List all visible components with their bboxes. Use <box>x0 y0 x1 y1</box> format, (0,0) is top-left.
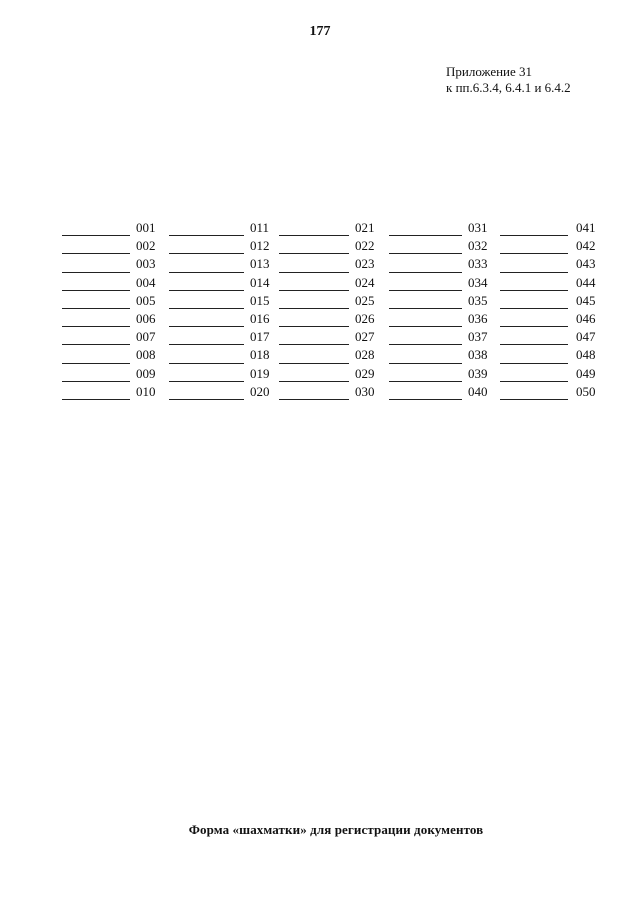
grid-cell <box>0 346 640 364</box>
cell-number: 014 <box>250 274 270 290</box>
fill-in-line[interactable] <box>500 344 568 345</box>
cell-number: 047 <box>576 329 596 345</box>
cell-number: 024 <box>355 274 375 290</box>
cell-number: 026 <box>355 311 375 326</box>
cell-number: 033 <box>468 256 488 272</box>
grid-cell <box>0 274 640 292</box>
cell-number: 008 <box>136 347 156 363</box>
cell-number: 046 <box>576 311 596 326</box>
grid-cell <box>0 237 640 255</box>
cell-number: 023 <box>355 256 375 272</box>
cell-number: 050 <box>576 383 596 399</box>
cell-number: 003 <box>136 256 156 272</box>
cell-number: 013 <box>250 256 270 272</box>
cell-number: 037 <box>468 329 488 345</box>
cell-number: 018 <box>250 347 270 363</box>
cell-number: 015 <box>250 292 270 308</box>
cell-number: 025 <box>355 292 375 308</box>
fill-in-line[interactable] <box>500 381 568 382</box>
cell-number: 002 <box>136 238 156 254</box>
cell-number: 012 <box>250 238 270 254</box>
cell-number: 009 <box>136 365 156 381</box>
cell-number: 039 <box>468 365 488 381</box>
cell-number: 032 <box>468 238 488 254</box>
cell-number: 001 <box>136 220 156 235</box>
cell-number: 010 <box>136 383 156 399</box>
grid-cell <box>0 383 640 401</box>
appendix-line-1: Приложение 31 <box>446 64 533 79</box>
cell-number: 044 <box>576 274 596 290</box>
fill-in-line[interactable] <box>500 290 568 291</box>
grid-cell <box>0 255 640 273</box>
grid-cell <box>0 365 640 383</box>
grid-cell <box>0 219 640 237</box>
fill-in-line[interactable] <box>500 326 568 327</box>
fill-in-line[interactable] <box>500 235 568 236</box>
grid-cell <box>0 292 640 310</box>
page-number: 177 <box>309 24 331 39</box>
cell-number: 004 <box>136 274 156 290</box>
fill-in-line[interactable] <box>500 272 568 273</box>
fill-in-line[interactable] <box>500 399 568 400</box>
cell-number: 041 <box>576 220 596 235</box>
cell-number: 049 <box>576 365 596 381</box>
cell-number: 006 <box>136 311 156 326</box>
grid-cell <box>0 310 640 328</box>
cell-number: 021 <box>355 220 375 235</box>
cell-number: 028 <box>355 347 375 363</box>
cell-number: 027 <box>355 329 375 345</box>
fill-in-line[interactable] <box>500 253 568 254</box>
fill-in-line[interactable] <box>500 308 568 309</box>
cell-number: 020 <box>250 383 270 399</box>
cell-number: 048 <box>576 347 596 363</box>
cell-number: 019 <box>250 365 270 381</box>
cell-number: 043 <box>576 256 596 272</box>
cell-number: 017 <box>250 329 270 345</box>
cell-number: 038 <box>468 347 488 363</box>
appendix-note <box>446 64 571 96</box>
cell-number: 016 <box>250 311 270 326</box>
cell-number: 045 <box>576 292 596 308</box>
cell-number: 007 <box>136 329 156 345</box>
cell-number: 005 <box>136 292 156 308</box>
cell-number: 035 <box>468 292 488 308</box>
cell-number: 042 <box>576 238 596 254</box>
fill-in-line[interactable] <box>500 363 568 364</box>
registration-grid <box>0 219 640 404</box>
cell-number: 031 <box>468 220 488 235</box>
cell-number: 036 <box>468 311 488 326</box>
cell-number: 034 <box>468 274 488 290</box>
cell-number: 040 <box>468 383 488 399</box>
grid-cell <box>0 328 640 346</box>
cell-number: 030 <box>355 383 375 399</box>
cell-number: 011 <box>250 220 270 235</box>
cell-number: 029 <box>355 365 375 381</box>
appendix-line-2: к пп.6.3.4, 6.4.1 и 6.4.2 <box>446 80 571 95</box>
form-title: Форма «шахматки» для регистрации документов <box>188 822 484 837</box>
cell-number: 022 <box>355 238 375 254</box>
